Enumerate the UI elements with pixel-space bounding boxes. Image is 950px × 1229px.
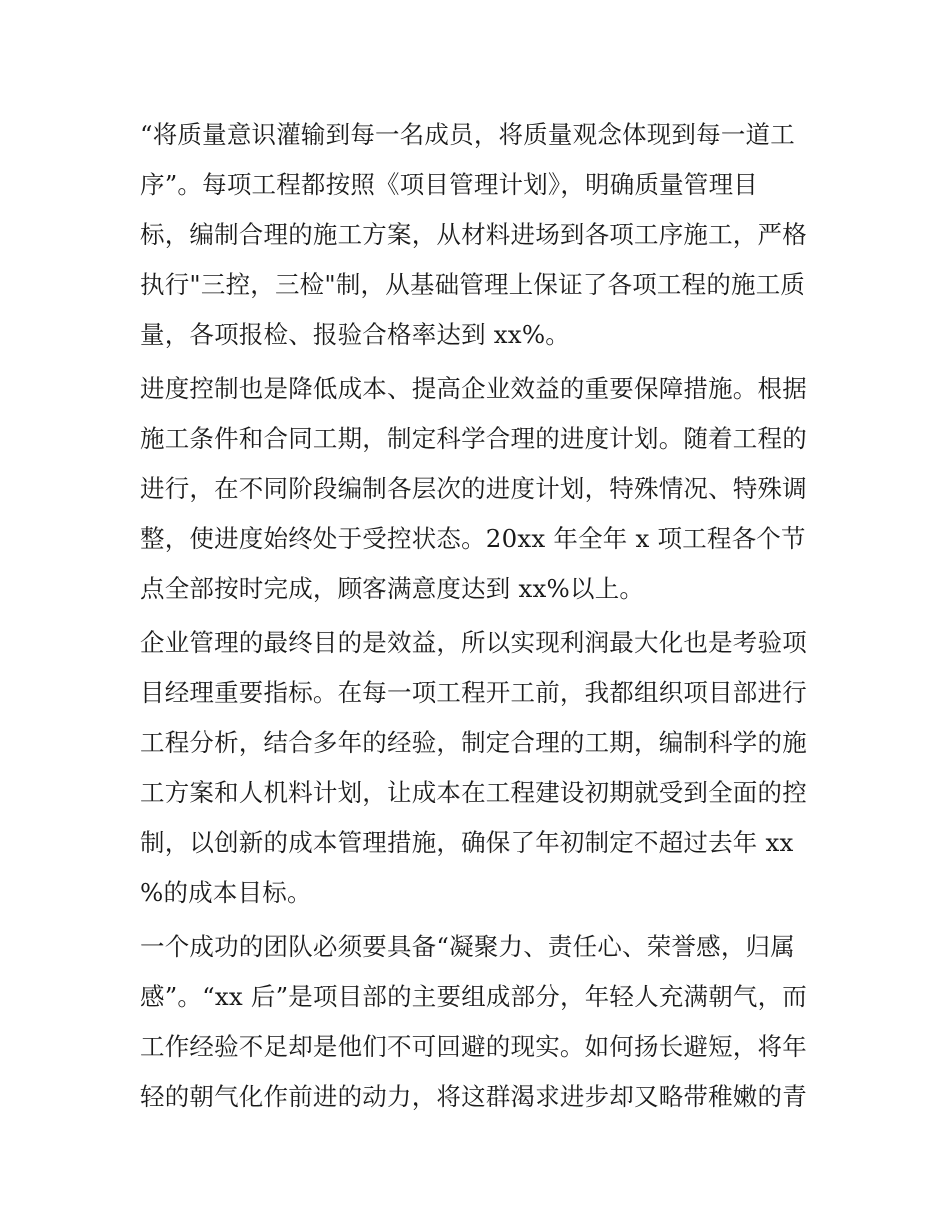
paragraph-quality xyxy=(140,110,820,360)
paragraph-cost xyxy=(140,618,820,918)
text-line: %的成本目标。 xyxy=(140,878,312,907)
text-line: 感”。“xx 后”是项目部的主要组成部分，年轻人充满朝气，而 xyxy=(140,982,807,1011)
text-line: 制，以创新的成本管理措施，确保了年初制定不超过去年 xx xyxy=(140,828,794,857)
text-line: 序”。每项工程都按照《项目管理计划》，明确质量管理目 xyxy=(140,170,758,199)
text-line: 执行"三控，三检"制，从基础管理上保证了各项工程的施工质 xyxy=(140,270,806,299)
text-line: 标，编制合理的施工方案，从材料进场到各项工序施工，严格 xyxy=(140,220,807,249)
text-line: 轻的朝气化作前进的动力，将这群渴求进步却又略带稚嫩的青 xyxy=(140,1082,807,1111)
text-line: 进行，在不同阶段编制各层次的进度计划，特殊情况、特殊调 xyxy=(140,474,807,503)
text-line: 进度控制也是降低成本、提高企业效益的重要保障措施。根据 xyxy=(140,374,807,403)
text-line: 工程分析，结合多年的经验，制定合理的工期，编制科学的施 xyxy=(140,728,807,757)
paragraph-schedule xyxy=(140,364,820,614)
text-line: 施工条件和合同工期，制定科学合理的进度计划。随着工程的 xyxy=(140,424,807,453)
text-line: 点全部按时完成，顾客满意度达到 xx%以上。 xyxy=(140,574,645,603)
document-body xyxy=(140,110,820,1126)
text-line: “将质量意识灌输到每一名成员，将质量观念体现到每一道工 xyxy=(140,120,795,149)
text-line: 企业管理的最终目的是效益，所以实现利润最大化也是考验项 xyxy=(140,628,807,657)
text-line: 整，使进度始终处于受控状态。20xx 年全年 x 项工程各个节 xyxy=(140,524,806,553)
text-line: 量，各项报检、报验合格率达到 xx%。 xyxy=(140,320,571,349)
paragraph-team xyxy=(140,922,820,1122)
text-line: 工方案和人机料计划，让成本在工程建设初期就受到全面的控 xyxy=(140,778,807,807)
text-line: 目经理重要指标。在每一项工程开工前，我都组织项目部进行 xyxy=(140,678,807,707)
text-line: 一个成功的团队必须要具备“凝聚力、责任心、荣誉感，归属 xyxy=(140,932,795,961)
text-line: 工作经验不足却是他们不可回避的现实。如何扬长避短，将年 xyxy=(140,1032,807,1061)
